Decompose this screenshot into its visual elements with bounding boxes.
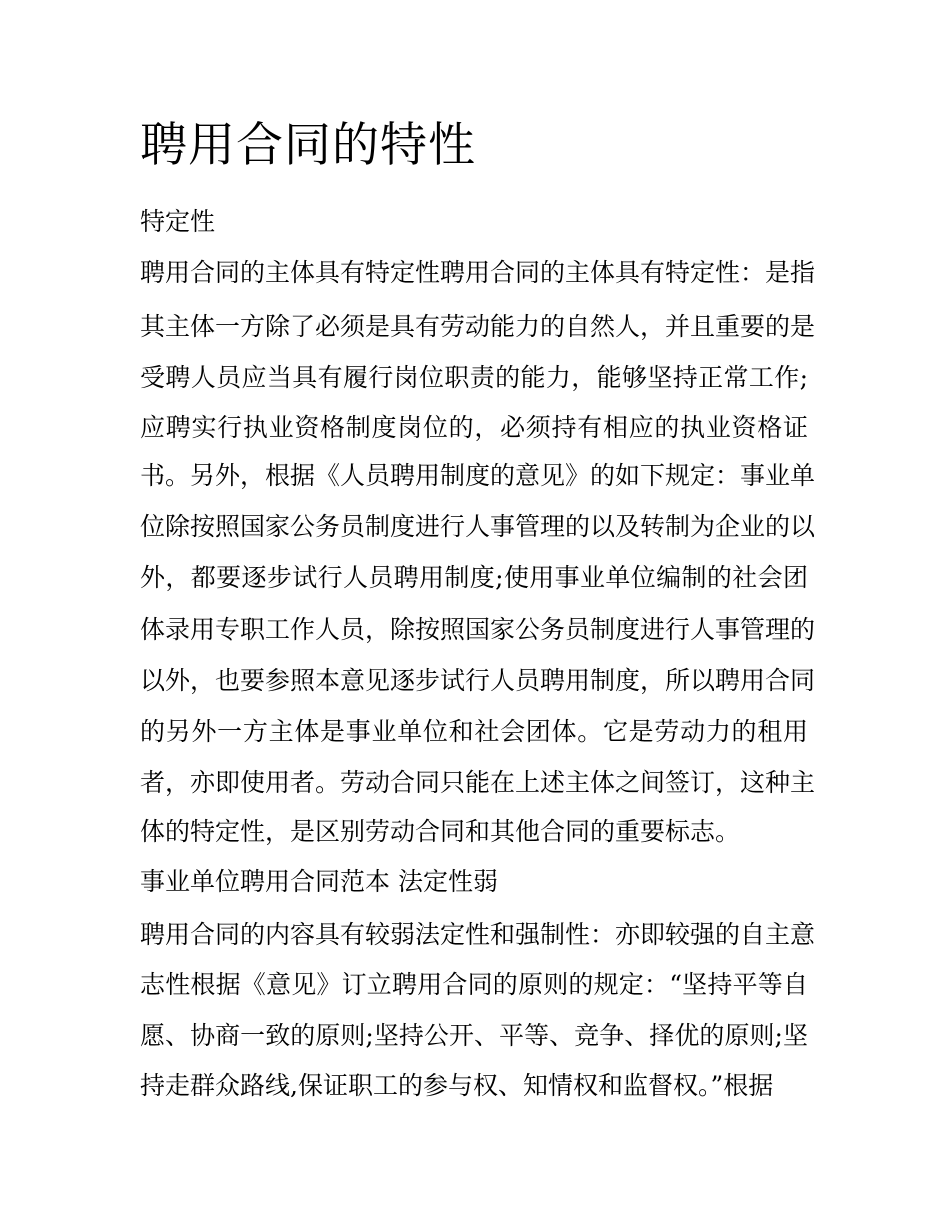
paragraph-line: 以外，也要参照本意见逐步试行人员聘用制度，所以聘用合同 <box>140 666 816 695</box>
paragraph-line: 位除按照国家公务员制度进行人事管理的以及转制为企业的以 <box>140 512 816 541</box>
section-heading-specificity: 特定性 <box>140 207 216 236</box>
paragraph-line: 持走群众路线,保证职工的参与权、知情权和监督权。”根据 <box>140 1071 774 1100</box>
section-heading-legal-weakness: 事业单位聘用合同范本 法定性弱 <box>140 867 498 896</box>
paragraph-line: 聘用合同的内容具有较弱法定性和强制性：亦即较强的自主意 <box>140 920 816 949</box>
paragraph-line: 愿、协商一致的原则;坚持公开、平等、竞争、择优的原则;坚 <box>140 1021 808 1050</box>
paragraph-line: 外，都要逐步试行人员聘用制度;使用事业单位编制的社会团 <box>140 563 808 592</box>
paragraph-line: 其主体一方除了必须是具有劳动能力的自然人，并且重要的是 <box>140 312 816 341</box>
paragraph-line: 聘用合同的主体具有特定性聘用合同的主体具有特定性：是指 <box>140 258 816 287</box>
paragraph-line: 体的特定性，是区别劳动合同和其他合同的重要标志。 <box>140 817 741 846</box>
paragraph-line: 书。另外，根据《人员聘用制度的意见》的如下规定：事业单 <box>140 461 816 490</box>
paragraph-line: 者，亦即使用者。劳动合同只能在上述主体之间签订，这种主 <box>140 768 816 797</box>
paragraph-line: 受聘人员应当具有履行岗位职责的能力，能够坚持正常工作; <box>140 363 808 392</box>
paragraph-line: 应聘实行执业资格制度岗位的，必须持有相应的执业资格证 <box>140 413 808 442</box>
paragraph-line: 的另外一方主体是事业单位和社会团体。它是劳动力的租用 <box>140 717 808 746</box>
document-title: 聘用合同的特性 <box>140 118 476 173</box>
paragraph-line: 志性根据《意见》订立聘用合同的原则的规定：“坚持平等自 <box>140 970 808 999</box>
paragraph-line: 体录用专职工作人员，除按照国家公务员制度进行人事管理的 <box>140 615 816 644</box>
